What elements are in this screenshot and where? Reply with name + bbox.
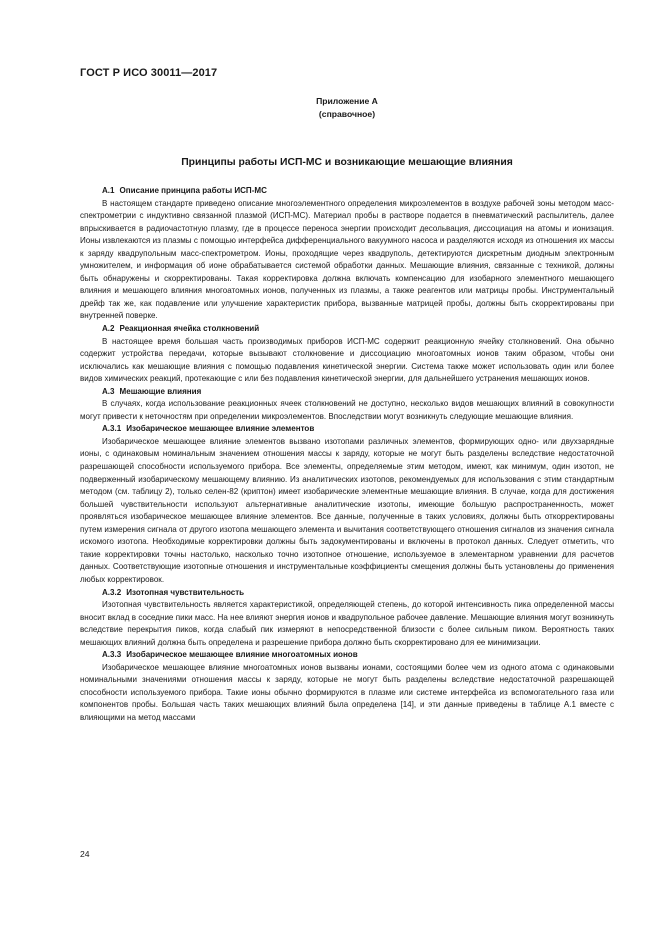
section-number: А.1: [102, 186, 115, 195]
section-heading-a32: [80, 587, 614, 600]
appendix-main-title: Принципы работы ИСП-МС и возникающие мешающие влияния: [181, 157, 513, 168]
appendix-status: (справочное): [318, 109, 376, 119]
section-number: А.2: [102, 324, 115, 334]
section-heading-a2: [80, 323, 614, 336]
section-heading-a1: [80, 185, 614, 198]
section-title: Мешающие влияния: [119, 386, 202, 396]
section-number: А.3.3: [102, 650, 122, 660]
section-paragraph-a1: В настоящем стандарте приведено описание многоэлементного определения микроэлементов в воздухе рабочей зоны методом масс-спектрометрии с индуктивно связанной плазмой (ИСП-МС). Материал пробы в раствоpe подается в пневматический распылитель, далее впрыскивается в радиочастотную плазму, где в процессе переноса энергии происходит десольвация, диссоциация на атомы и ионизация. Ионы извлекаются из плазмы с помощью интерфейса дифференциального вакуумного насоса и разделяются исходя из отношения их массы к заряду квадрупольным масс-спектрометром. Ионы, проходящие через квадруполь, детектируются дискретным диодным электронным умножителем, и информация об ионе обрабатывается системой обработки данных. Мешающие влияния, связанные с техникой, должны быть обнаружены и скорректированы. Такая корректировка должна включать компенсацию для изобарного элементного мешающего влияния и мешающего влияния многоатомных ионов, полученных из плазмы, а также реагентов или матрицы пробы. Инструментальный дрейф так же, как подавление или улучшение характеристик прибора, вызванные матрицей пробы, должны быть скорректированы при внутренней поверке.: [80, 198, 614, 321]
document-code: ГОСТ Р ИСО 30011—2017: [80, 67, 218, 79]
appendix-title: Приложение А: [316, 96, 378, 106]
page-number: 24: [80, 849, 90, 859]
section-title: Изобарическое мешающее влияние элементов: [126, 424, 315, 434]
section-title: Реакционная ячейка столкновений: [119, 324, 260, 334]
section-heading-a31: [80, 423, 614, 436]
section-number: А.3: [102, 386, 115, 396]
section-paragraph-a2: В настоящее время большая часть производимых приборов ИСП-МС содержит реакционную ячейку столкновений. Она обычно содержит устройства передачи, которые вызывают столкновение и диссоциацию многоатомных ионов таким образом, чтобы они исключались как мешающие влияния с помощью подавления кинетической энергии. Система также может использовать один или более видов химических реакций, протекающие с или без подавления кинетической энергии, для дальнейшего устранения мешающих ионов.: [80, 336, 614, 384]
section-heading-a3: [80, 386, 614, 399]
section-paragraph-a32: Изотопная чувствительность является характеристикой, определяющей степень, до которой интенсивность пика определенной массы вносит вклад в соседние пики масс. На нее влияют энергия ионов и квадрупольное рабочее давление. Мешающие влияния могут возникнуть вследствие перекрытия пиков, когда слабый пик измеряют в непосредственной близости с более сильным пиком. Вероятность таких мешающих влияний должна быть определена и разрешение прибора должно быть скорректировано для ее минимизации.: [80, 600, 614, 647]
section-paragraph-a33: Изобарическое мешающее влияние многоатомных ионов вызваны ионами, состоящими более чем из одного атома с одинаковыми номинальными значениями отношения массы к заряду, которые не могут быть разделены вследствие недостаточной разрешающей способности используемого прибора. Такие ионы обычно формируются в плазме или системе интерфейса из вспомогательного газа или компонентов пробы. Большая часть таких мешающих влияний была определена [14], и эти данные приведены в таблице А.1 вместе с влияющими на метод массами: [80, 662, 614, 722]
section-title: Изобарическое мешающее влияние многоатомных ионов: [126, 650, 358, 660]
section-heading-a33: [80, 649, 614, 662]
document-body: [80, 185, 614, 725]
section-number: А.3.2: [102, 587, 122, 597]
section-number: А.3.1: [102, 424, 122, 434]
section-paragraph-a3: В случаях, когда использование реакционных ячеек столкновений не доступно, несколько видов мешающих влияний в совокупности могут привести к неточностям при определении микроэлементов. Впоследствии могут возникнуть следующие мешающие влияния.: [80, 399, 614, 421]
section-title: Изотопная чувствительность: [126, 587, 245, 597]
section-paragraph-a31: Изобарическое мешающее влияние элементов вызвано изотопами различных элементов, формирующих одно- или двухзарядные ионы, с одинаковым номинальным значением отношения массы к заряду, которые не могут быть разделены вследствие недостаточной разрешающей способности используемого прибора. Все элементы, определяемые этим методом, имеют, как минимум, один изотоп, не подверженный изобарическому мешающему влиянию. Из аналитических изотопов, рекомендуемых для использования с этим стандартным методом (см. таблицу 2), только селен-82 (криптон) имеет изобарические элементные мешающие влияния. В случае, когда для достижения большей чувствительности используют альтернативные аналитические изотопы, имеющие большую распространенность, может проявляться изобарическое мешающее влияние элементов. Все данные, полученные в таких условиях, должны быть откорректированы путем измерения сигнала от другого изотопа мешающего элемента и вычитания соответствующего отношения сигналов из значения сигнала искомого изотопа. Необходимые корректировки должны быть задокументированы и включены в протокол данных. Следует отметить, что такие корректировки точны настолько, насколько точно изотопное отношение, используемое в элементарном уравнении для расчетов данных. Соответствующие изотопные отношения и инструментальные коэффициенты смещения должны быть установлены до применения любых корректировок.: [80, 436, 614, 584]
section-title: Описание принципа работы ИСП-МС: [119, 186, 267, 195]
